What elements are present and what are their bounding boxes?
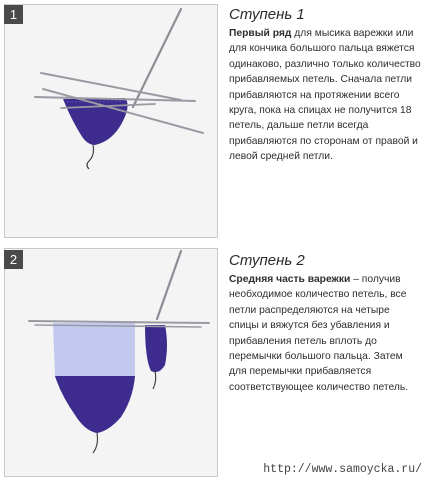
- step-title: Ступень 2: [229, 252, 305, 269]
- needle: [157, 251, 181, 319]
- step-description: [229, 26, 421, 165]
- yarn-tail: [153, 371, 156, 389]
- step-title: Ступень 1: [229, 6, 305, 23]
- step-1-text: [229, 6, 421, 165]
- step-body: – получив необходимое количество петель, все петли распределяются на четыре спицы и вяжутся без убавления и прибавления петель вплоть до перемычки большого пальца. Затем для перемычки прибавляется соответствующее количество петель.: [229, 274, 409, 393]
- knitting-illustration-1: [5, 5, 217, 237]
- mitten-body-light: [53, 323, 135, 377]
- yarn-tail: [87, 145, 94, 169]
- step-body: для мысика варежки или для кончика большого пальца вяжется одинаково, различно только количество прибавляемых петель. Сначала петли прибавляются на протяжении всего круга, пока на спицах не получится 18 петель, дальше петли всегда прибавляются по сторонам от правой и левой средней петли.: [229, 28, 421, 163]
- step-2-photo: [4, 248, 218, 477]
- step-2-text: [229, 252, 421, 395]
- step-2: [0, 240, 428, 480]
- knitting-illustration-2: [5, 249, 217, 476]
- needle: [43, 89, 203, 133]
- thumb-gusset: [145, 325, 167, 372]
- mitten-toe-dark: [55, 376, 135, 433]
- watermark-url: http://www.samoycka.ru/: [263, 463, 422, 476]
- step-1-photo: [4, 4, 218, 238]
- step-lead: Средняя часть варежки: [229, 274, 351, 285]
- step-number-badge: 1: [4, 5, 23, 24]
- step-description: [229, 272, 421, 395]
- needle: [41, 73, 181, 100]
- yarn-tail: [93, 433, 98, 453]
- needle: [29, 321, 209, 323]
- step-number-badge: 2: [4, 250, 23, 269]
- step-lead: Первый ряд: [229, 28, 292, 39]
